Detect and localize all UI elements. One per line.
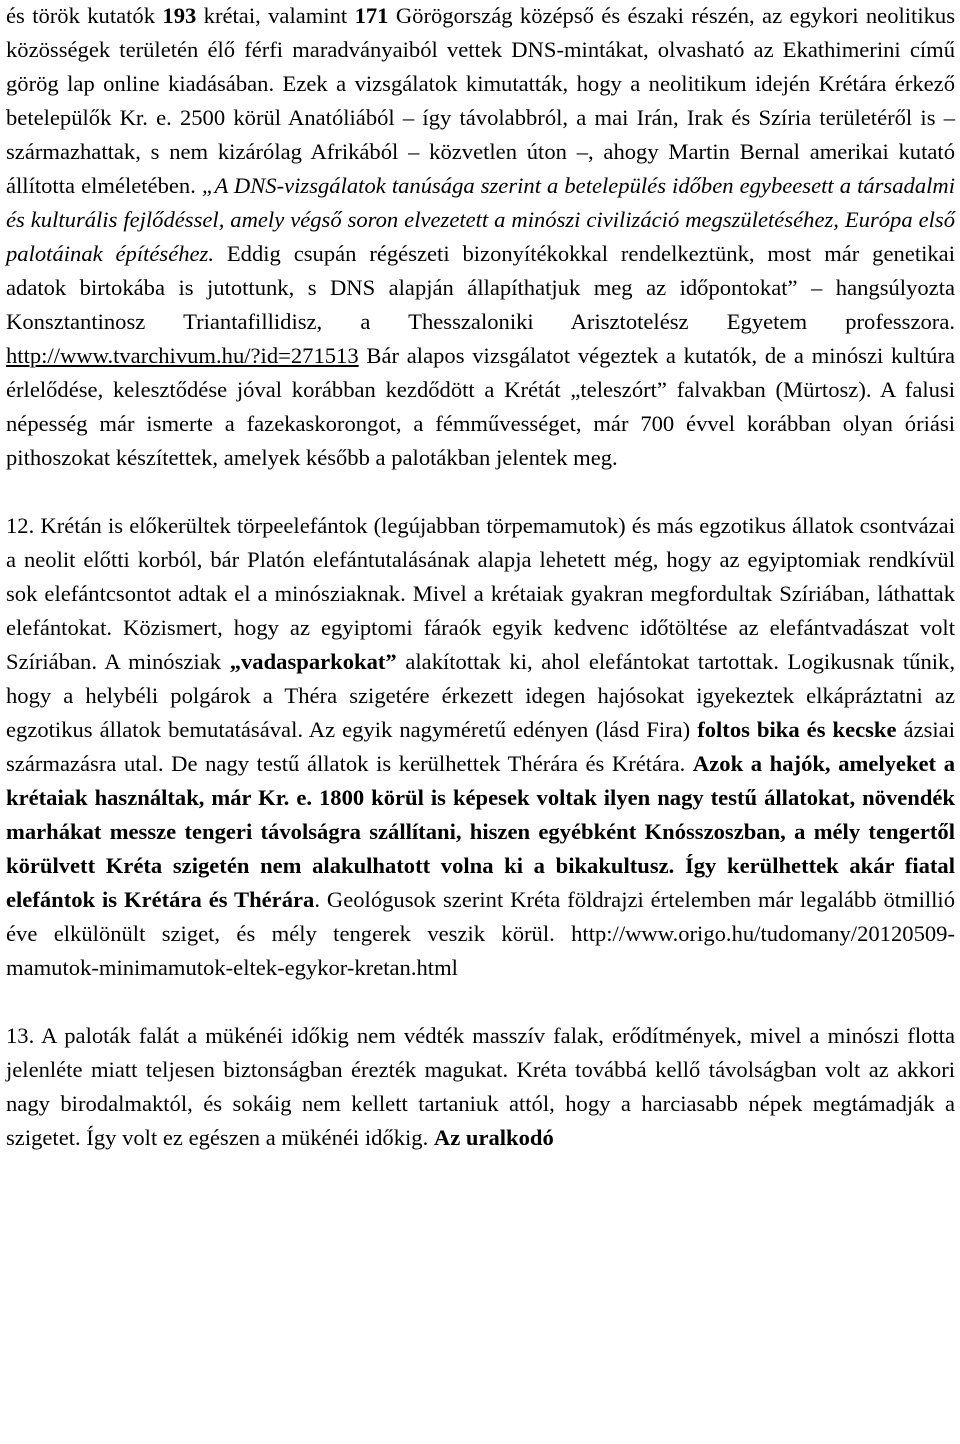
text-run: krétai, valamint bbox=[196, 3, 355, 28]
bold-phrase: foltos bika és kecske bbox=[697, 717, 897, 742]
document-page bbox=[6, 0, 955, 1155]
paragraph-dna-research bbox=[6, 0, 955, 475]
text-run: Eddig csupán régészeti bizonyítékokkal rendelkeztünk, most már genetikai adatok birtokába is jutottunk, s DNS alapján állapíthatjuk meg az időpontokat” bbox=[6, 241, 955, 300]
text-run: – hangsúlyozta Konsztantinosz Triantafillidisz, a Thesszaloniki Arisztotelész Egyetem professzora. bbox=[6, 275, 955, 334]
text-run: Görögország középső és északi részén, az egykori neolitikus közösségek területén élő férfi maradványaiból vettek DNS-mintákat, olvasható az Ekathimerini című görög lap online kiadásában. Ezek a vizsgálatok kimutatták, hogy a neolitikum idején Krétára érkező betelepülők Kr. e. 2500 körül Anatóliából – így távolabbról, a mai Irán, Irak és Szíria területéről is – származhattak, s nem kizárólag Afrikából – közvetlen úton –, ahogy Martin Bernal amerikai kutató állította elméletében. bbox=[6, 3, 955, 198]
source-link[interactable]: http://www.tvarchivum.hu/?id=271513 bbox=[6, 343, 359, 368]
text-run: és török kutatók bbox=[6, 3, 163, 28]
bold-passage: Azok a hajók, amelyeket a krétaiak használtak, már Kr. e. 1800 körül is képesek voltak ilyen nagy testű állatokat, növendék marhákat messze tengeri távolságra szállítani, hiszen egyébként Knósszoszban, a mély tengertől körülvett Kréta szigetén nem alakulhatott volna ki a bikakultusz. Így kerülhettek akár fiatal elefántok is Krétára és Thérára bbox=[6, 751, 955, 912]
text-run: 13. A paloták falát a mükénéi időkig nem védték masszív falak, erődítmények, mivel a minószi flotta jelenléte miatt teljesen biztonságban érezték magukat. Kréta továbbá kellő távolságban volt az akkori nagy birodalmaktól, és sokáig nem kellett tartaniuk attól, hogy a harciasabb népek megtámadják a szigetet. Így volt ez egészen a mükénéi időkig. bbox=[6, 1023, 955, 1150]
bold-number: 171 bbox=[354, 3, 389, 28]
italic-quote: „A DNS-vizsgálatok tanúsága szerint a betelepülés időben egybeesett a társadalmi és kulturális fejlődéssel, amely végső soron elvezetett a minószi civilizáció megszületéséhez, Európa első palotáinak építéséhez. bbox=[6, 173, 955, 266]
bold-number: 193 bbox=[162, 3, 197, 28]
bold-phrase: Az uralkodó bbox=[433, 1125, 554, 1150]
text-run: alakítottak ki, ahol elefántokat tartottak. Logikusnak tűnik, hogy a helybéli polgárok a Théra szigetére érkezett idegen hajósokat igyekeztek elkápráztatni az egzotikus állatok bemutatásával. Az egyik nagyméretű edényen (lásd Fira) bbox=[6, 649, 955, 742]
bold-phrase: „vadasparkokat” bbox=[229, 649, 397, 674]
text-run: 12. Krétán is előkerültek törpeelefántok (legújabban törpemamutok) és más egzotikus állatok csontvázai a neolit előtti korból, bár Platón elefántutalásának alapja lehetett még, hogy az egyiptomiak rendkívül sok elefántcsontot adtak el a minósziaknak. Mivel a krétaiak gyakran megfordultak Szíriában, láthattak elefántokat. Közismert, hogy az egyiptomi fáraók egyik kedvenc időtöltése az elefántvadászat volt Szíriában. A minósziak bbox=[6, 513, 955, 674]
paragraph-12-elephants bbox=[6, 509, 955, 985]
text-run: Bár alapos vizsgálatot végeztek a kutatók, de a minószi kultúra érlelődése, kelesztődése jóval korábban kezdődött a Krétát „teleszórt” falvakban (Mürtosz). A falusi népesség már ismerte a fazekaskorongot, a fémművességet, már 700 évvel korábban olyan óriási pithoszokat készítettek, amelyek később a palotákban jelentek meg. bbox=[6, 343, 955, 470]
paragraph-13-palaces bbox=[6, 1019, 955, 1155]
text-run: . Geológusok szerint Kréta földrajzi értelemben már legalább ötmillió éve elkülönült sziget, és mély tengerek veszik körül. http://www.origo.hu/tudomany/20120509-mamutok-minimamutok-eltek-egykor-kretan.html bbox=[6, 887, 955, 980]
text-run: ázsiai származásra utal. De nagy testű állatok is kerülhettek Thérára és Krétára. bbox=[6, 717, 955, 776]
